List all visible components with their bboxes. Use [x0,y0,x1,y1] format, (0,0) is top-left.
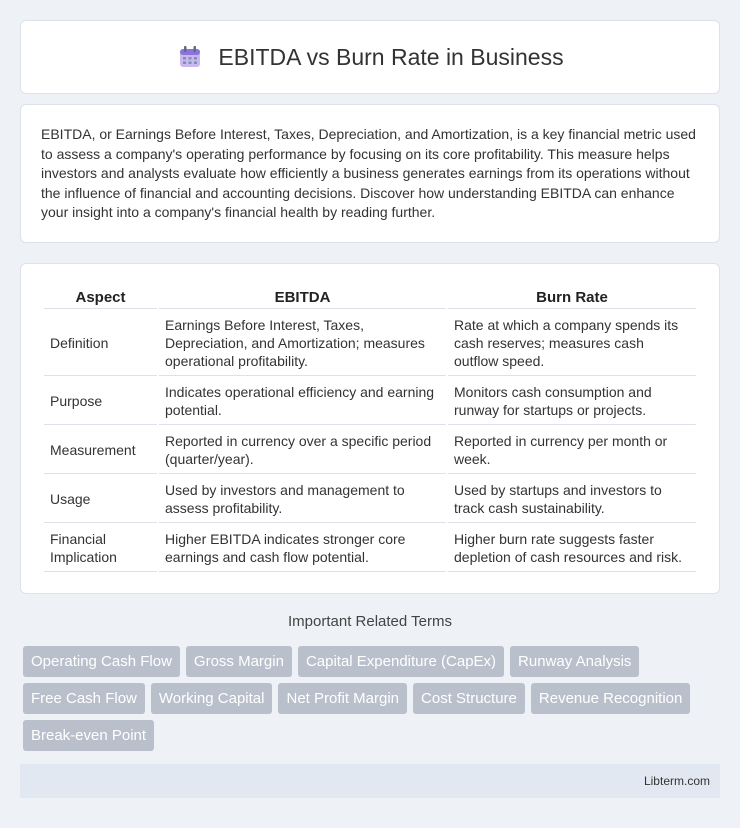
row-ebitda: Used by investors and management to assess profitability. [159,476,446,523]
related-terms-section [20,613,720,630]
row-aspect: Financial Implication [44,525,157,572]
related-terms-tags [23,646,723,751]
header-ebitda: EBITDA [159,286,446,309]
row-burn-rate: Used by startups and investors to track cash sustainability. [448,476,696,523]
table-row [44,476,696,523]
tag-break-even-point[interactable]: Break-even Point [23,720,154,751]
tag-capital-expenditure[interactable]: Capital Expenditure (CapEx) [298,646,504,677]
intro-card [20,104,720,243]
row-aspect: Purpose [44,378,157,425]
row-ebitda: Higher EBITDA indicates stronger core earnings and cash flow potential. [159,525,446,572]
row-aspect: Definition [44,311,157,376]
tag-net-profit-margin[interactable]: Net Profit Margin [278,683,407,714]
table-row [44,378,696,425]
row-burn-rate: Rate at which a company spends its cash reserves; measures cash outflow speed. [448,311,696,376]
tag-runway-analysis[interactable]: Runway Analysis [510,646,639,677]
intro-text: EBITDA, or Earnings Before Interest, Taxes, Depreciation, and Amortization, is a key financial metric used to assess a company's operating performance by focusing on its core profitability. This measure helps investors and analysts evaluate how efficiently a business generates earnings from its operations without the influence of financial and accounting decisions. Discover how understanding EBITDA can enhance your insight into a company's financial health by reading further. [41,126,696,220]
tag-gross-margin[interactable]: Gross Margin [186,646,292,677]
tag-cost-structure[interactable]: Cost Structure [413,683,525,714]
row-burn-rate: Monitors cash consumption and runway for startups or projects. [448,378,696,425]
tag-working-capital[interactable]: Working Capital [151,683,273,714]
comparison-table [42,284,698,574]
footer [20,764,720,798]
row-ebitda: Reported in currency over a specific period (quarter/year). [159,427,446,474]
tag-revenue-recognition[interactable]: Revenue Recognition [531,683,690,714]
table-header-row [44,286,696,309]
row-burn-rate: Higher burn rate suggests faster depletion of cash resources and risk. [448,525,696,572]
row-aspect: Usage [44,476,157,523]
row-aspect: Measurement [44,427,157,474]
row-burn-rate: Reported in currency per month or week. [448,427,696,474]
row-ebitda: Indicates operational efficiency and earning potential. [159,378,446,425]
comparison-table-card [20,263,720,594]
table-row [44,525,696,572]
row-ebitda: Earnings Before Interest, Taxes, Depreciation, and Amortization; measures operational profitability. [159,311,446,376]
table-row [44,311,696,376]
header-card [20,20,720,94]
page-title: EBITDA vs Burn Rate in Business [218,43,564,70]
header-burn-rate: Burn Rate [448,286,696,309]
footer-site-link[interactable]: Libterm.com [643,774,710,788]
tag-free-cash-flow[interactable]: Free Cash Flow [23,683,145,714]
tag-operating-cash-flow[interactable]: Operating Cash Flow [23,646,180,677]
header-aspect: Aspect [44,286,157,309]
table-row [44,427,696,474]
calendar-icon [176,43,204,71]
related-terms-title: Important Related Terms [288,613,452,630]
